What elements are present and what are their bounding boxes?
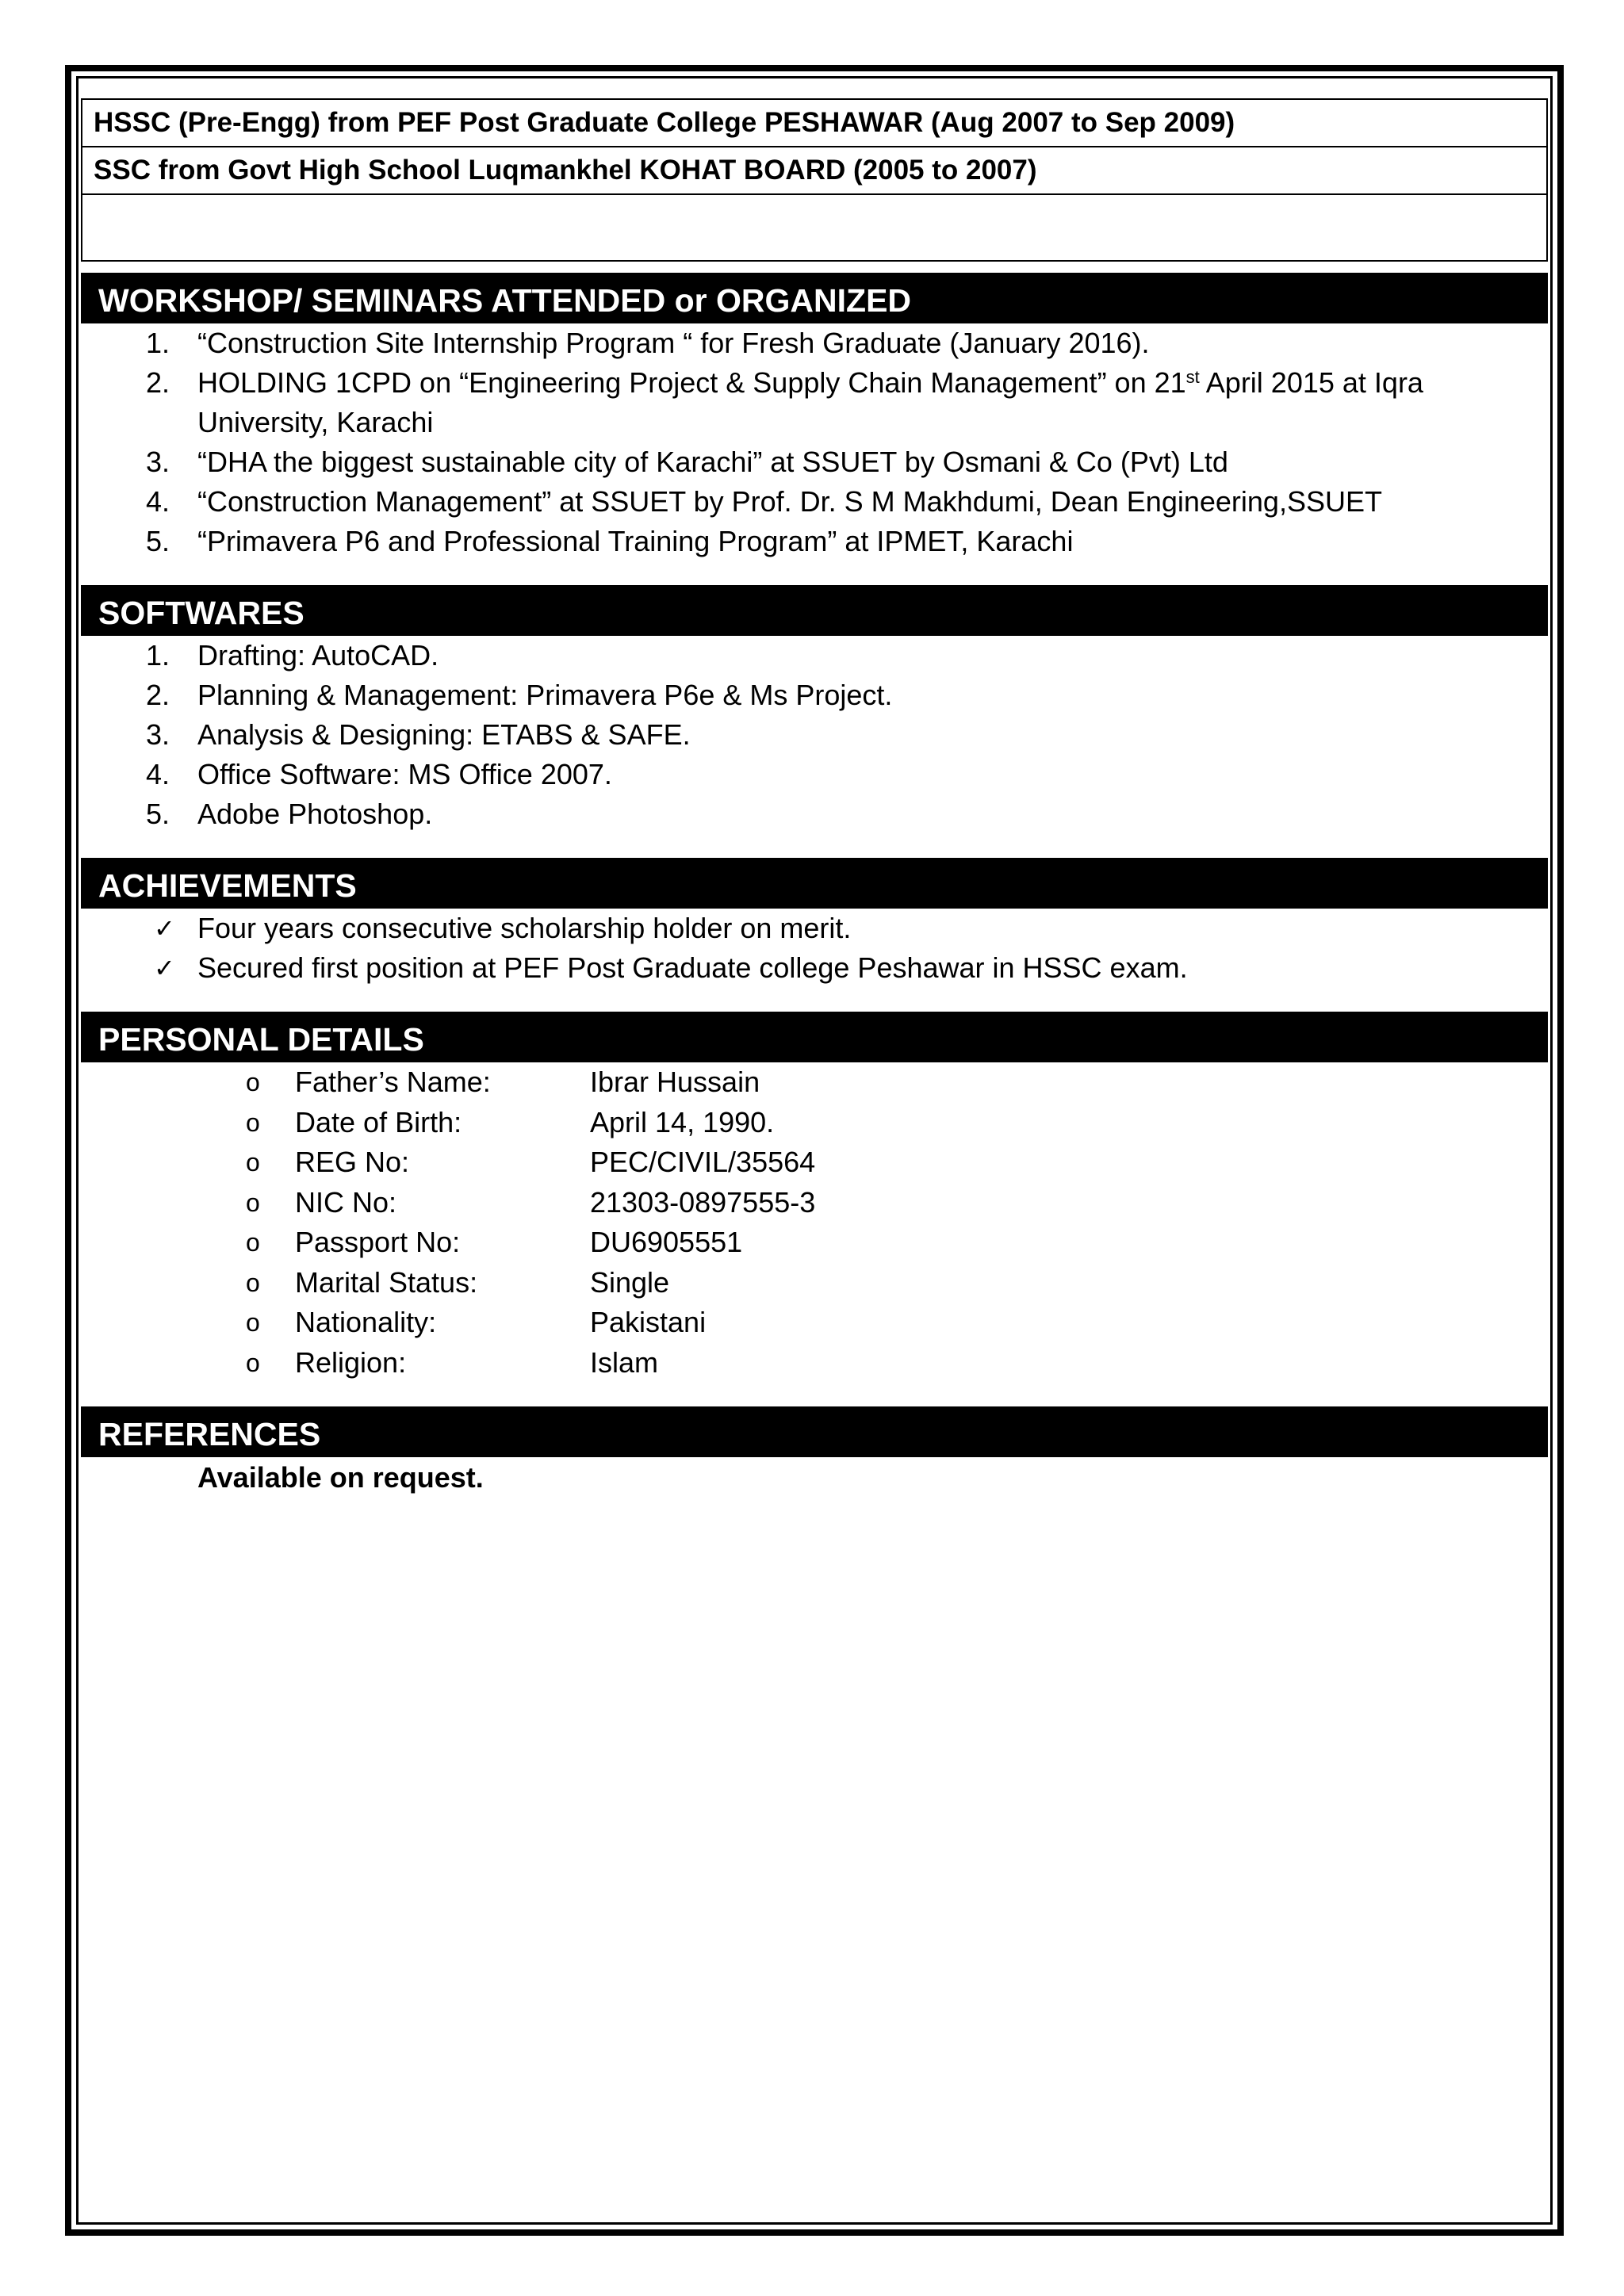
detail-label: Marital Status: [295,1265,478,1299]
list-text: Secured first position at PEF Post Graduate college Peshawar in HSSC exam. [197,951,1188,984]
list-item [81,636,1548,675]
list-text: “Construction Site Internship Program “ for Fresh Graduate (January 2016). [197,327,1150,359]
list-number: 5. [146,525,170,557]
list-item [81,363,1548,442]
circle-bullet-icon: o [246,1068,260,1096]
detail-label: Nationality: [295,1306,437,1338]
list-text: “DHA the biggest sustainable city of Karachi” at SSUET by Osmani & Co (Pvt) Ltd [197,446,1228,478]
list-number: 1. [146,639,170,672]
achievements-header: ACHIEVEMENTS [81,858,1548,909]
list-item [81,909,1548,948]
list-text: “Primavera P6 and Professional Training Program” at IPMET, Karachi [197,525,1074,557]
list-item [81,522,1548,561]
circle-bullet-icon: o [246,1268,260,1297]
list-text: Analysis & Designing: ETABS & SAFE. [197,718,691,751]
references-header: REFERENCES [81,1406,1548,1457]
list-number: 4. [146,485,170,518]
softwares-list [81,636,1548,834]
workshops-list [81,323,1548,561]
education-table [81,98,1548,262]
list-text: Four years consecutive scholarship holder on merit. [197,912,852,944]
list-number: 3. [146,718,170,751]
list-text: Drafting: AutoCAD. [197,639,439,672]
resume-content [81,98,1548,1498]
softwares-header: SOFTWARES [81,585,1548,636]
detail-label: Religion: [295,1345,407,1379]
list-item [81,715,1548,755]
circle-bullet-icon: o [246,1188,260,1217]
education-hssc: HSSC (Pre-Engg) from PEF Post Graduate College PESHAWAR (Aug 2007 to Sep 2009) [82,99,1547,147]
list-item [81,755,1548,794]
detail-value: PEC/CIVIL/35564 [590,1146,816,1178]
references-text: Available on request. [197,1461,484,1494]
detail-value: Islam [590,1345,659,1379]
list-item [81,1062,1548,1103]
list-text: HOLDING 1CPD on “Engineering Project & Supply Chain Management” on 21 [197,366,1186,399]
list-item [81,1223,1548,1263]
list-text: Adobe Photoshop. [197,798,433,830]
checkmark-icon: ✓ [154,954,175,982]
list-number: 3. [146,446,170,478]
list-item [81,1183,1548,1223]
education-empty-cell [82,194,1547,261]
list-number: 4. [146,758,170,790]
list-text: Office Software: MS Office 2007. [197,758,612,790]
list-item [81,323,1548,363]
education-ssc: SSC from Govt High School Luqmankhel KOHAT BOARD (2005 to 2007) [82,147,1547,194]
list-number: 2. [146,366,170,399]
circle-bullet-icon: o [246,1108,260,1137]
detail-value: April 14, 1990. [590,1105,775,1138]
list-item [81,948,1548,988]
list-text: “Construction Management” at SSUET by Prof. Dr. S M Makhdumi, Dean Engineering,SSUET [197,485,1382,518]
workshops-header: WORKSHOP/ SEMINARS ATTENDED or ORGANIZED [81,273,1548,323]
detail-value: Ibrar Hussain [590,1066,760,1098]
detail-label: NIC No: [295,1185,397,1219]
list-text: Planning & Management: Primavera P6e & Ms Project. [197,679,893,711]
list-number: 5. [146,798,170,830]
detail-label: Date of Birth: [295,1105,462,1138]
list-item [81,794,1548,834]
list-text-continued: University, Karachi [197,406,434,438]
list-item [81,1343,1548,1383]
detail-label: REG No: [295,1146,410,1178]
circle-bullet-icon: o [246,1228,260,1257]
circle-bullet-icon: o [246,1308,260,1337]
detail-value: 21303-0897555-3 [590,1185,816,1219]
list-item [81,1103,1548,1143]
circle-bullet-icon: o [246,1348,260,1377]
education-row [82,99,1547,147]
list-item [81,482,1548,522]
list-item [81,1303,1548,1343]
detail-value: Single [590,1265,670,1299]
list-item [81,442,1548,482]
superscript: st [1185,367,1200,387]
list-item [81,675,1548,715]
education-empty-row [82,194,1547,261]
detail-value: Pakistani [590,1306,707,1338]
list-item [81,1263,1548,1303]
education-row [82,147,1547,194]
list-text: April 2015 at Iqra [1199,366,1423,399]
list-number: 2. [146,679,170,711]
detail-label: Passport No: [295,1226,461,1258]
detail-value: DU6905551 [590,1226,743,1258]
circle-bullet-icon: o [246,1148,260,1177]
checkmark-icon: ✓ [154,914,175,943]
list-item [81,1142,1548,1183]
personal-details-list [81,1062,1548,1383]
personal-details-header: PERSONAL DETAILS [81,1012,1548,1062]
detail-label: Father’s Name: [295,1066,491,1098]
list-number: 1. [146,327,170,359]
achievements-list [81,909,1548,988]
